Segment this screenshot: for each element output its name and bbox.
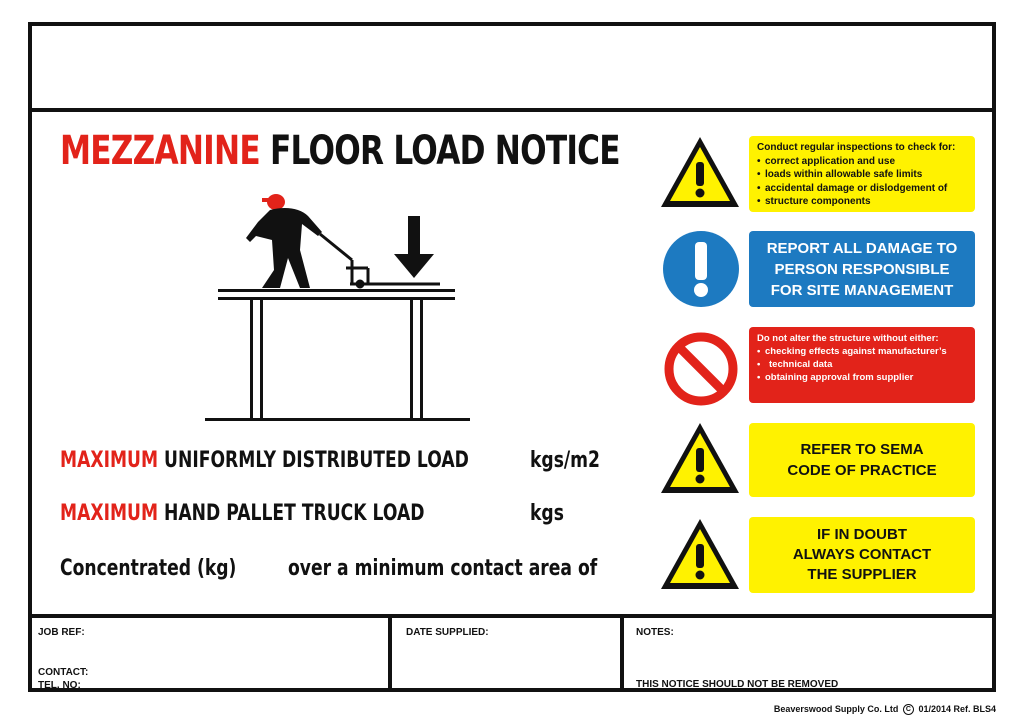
concentrated-label: Concentrated (kg) bbox=[60, 556, 237, 581]
udl-highlight: MAXIMUM bbox=[60, 448, 159, 473]
footer-company: Beaverswood Supply Co. Ltd bbox=[773, 704, 899, 714]
leg-right bbox=[410, 300, 413, 420]
truck-label: HAND PALLET TRUCK LOAD bbox=[164, 501, 425, 526]
list-item: • structure components bbox=[757, 195, 967, 209]
title-highlight: MEZZANINE bbox=[60, 128, 260, 174]
udl-label: UNIFORMLY DISTRIBUTED LOAD bbox=[164, 448, 469, 473]
title-rest: FLOOR LOAD NOTICE bbox=[269, 128, 620, 174]
truck-highlight: MAXIMUM bbox=[60, 501, 159, 526]
leg-right-inner bbox=[420, 300, 423, 420]
list-item: • checking effects against manufacturer’s bbox=[757, 345, 967, 358]
list-item: • correct application and use bbox=[757, 155, 967, 169]
truck-line bbox=[60, 501, 425, 526]
leg-left-inner bbox=[260, 300, 263, 420]
truck-unit: kgs bbox=[530, 501, 564, 526]
inspection-list bbox=[757, 155, 967, 209]
mandatory-info-icon bbox=[662, 230, 740, 308]
alter-list bbox=[757, 345, 967, 384]
inspection-panel bbox=[749, 136, 975, 212]
sema-panel bbox=[749, 423, 975, 497]
copyright-icon: C bbox=[903, 704, 914, 715]
form-divider-1 bbox=[388, 614, 392, 692]
concentrated-suffix: over a minimum contact area of bbox=[288, 556, 598, 581]
not-removed-label: THIS NOTICE SHOULD NOT BE REMOVED bbox=[636, 679, 839, 690]
tel-label: TEL. NO: bbox=[38, 680, 81, 691]
report-damage-panel bbox=[749, 231, 975, 307]
contact-label: CONTACT: bbox=[38, 667, 89, 678]
alter-heading: Do not alter the structure without either: bbox=[757, 333, 939, 344]
do-not-alter-panel bbox=[749, 327, 975, 403]
floor-deck-lower bbox=[218, 297, 455, 300]
inspection-heading: Conduct regular inspections to check for: bbox=[757, 142, 956, 153]
leg-left bbox=[250, 300, 253, 420]
form-divider-2 bbox=[620, 614, 624, 692]
warning-icon bbox=[658, 420, 742, 496]
page-title bbox=[60, 128, 620, 174]
form-divider bbox=[28, 614, 996, 618]
worker-icon bbox=[246, 194, 322, 288]
doubt-panel bbox=[749, 517, 975, 593]
floor-deck bbox=[218, 289, 455, 292]
notes-label: NOTES: bbox=[636, 627, 674, 638]
list-item: • loads within allowable safe limits bbox=[757, 168, 967, 182]
warning-icon bbox=[658, 516, 742, 592]
prohibition-icon bbox=[662, 330, 740, 408]
footer bbox=[774, 704, 996, 715]
sema-text: REFER TO SEMA CODE OF PRACTICE bbox=[787, 441, 937, 479]
date-supplied-label: DATE SUPPLIED: bbox=[406, 627, 489, 638]
footer-ref: 01/2014 Ref. BLS4 bbox=[918, 704, 996, 714]
list-item: • obtaining approval from supplier bbox=[757, 371, 967, 384]
list-item: • accidental damage or dislodgement of bbox=[757, 182, 967, 196]
report-damage-text: REPORT ALL DAMAGE TO PERSON RESPONSIBLE FOR SITE MANAGEMENT bbox=[766, 239, 958, 299]
list-item: • technical data bbox=[757, 358, 967, 371]
mezzanine-illustration bbox=[200, 180, 470, 425]
doubt-text: IF IN DOUBT ALWAYS CONTACT THE SUPPLIER bbox=[792, 526, 932, 583]
job-ref-label: JOB REF: bbox=[38, 627, 85, 638]
udl-unit: kgs/m2 bbox=[530, 448, 601, 473]
header-divider bbox=[28, 108, 996, 112]
warning-icon bbox=[658, 134, 742, 210]
ground-line bbox=[205, 418, 470, 421]
udl-line bbox=[60, 448, 469, 473]
load-arrow-icon bbox=[394, 216, 434, 278]
